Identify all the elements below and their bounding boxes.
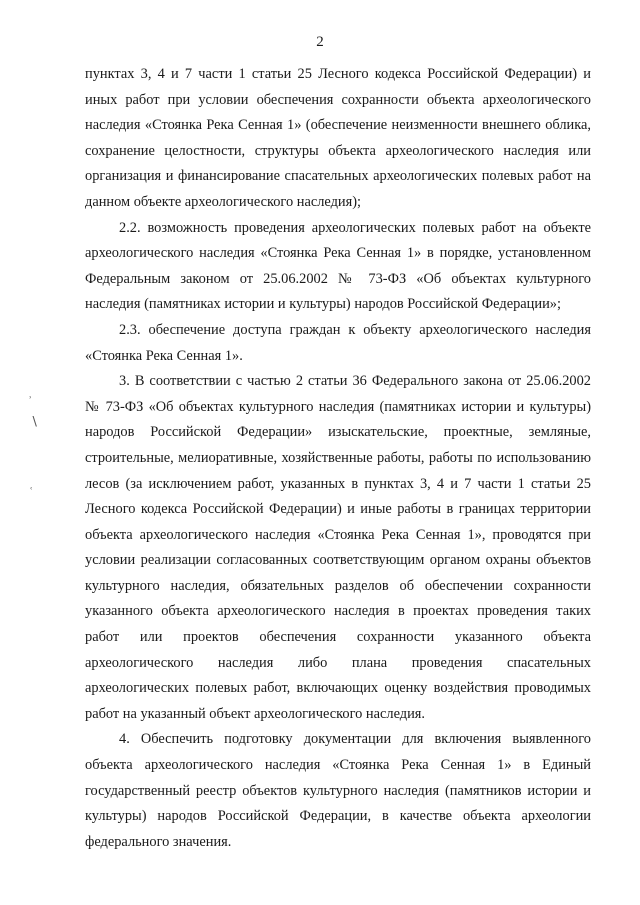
paragraph-item-2-2: 2.2. возможность проведения археологических полевых работ на объекте археологического наследия «Стоянка Река Сенная 1» в порядке, установленном Федеральным законом от 25.06.2002 № 73-ФЗ «Об объектах культурного наследия (памятниках истории и культуры) народов Российской Федерации»; xyxy=(85,219,591,313)
margin-mark-upper: ʾ xyxy=(28,393,33,408)
page-number: 2 xyxy=(316,34,324,50)
paragraph-item-3: 3. В соответствии с частью 2 статьи 36 Федерального закона от 25.06.2002 № 73-ФЗ «Об объектах культурного наследия (памятниках истории и культуры) народов Российской Федерации» изыскательские, проектные, земляные, строительные, мелиоративные, хозяйственные работы, работы по использованию лесов (за исключением работ, указанных в пунктах 3, 4 и 7 части 1 статьи 25 Лесного кодекса Российской Федерации) и иные работы в границах территории объекта археологического наследия «Стоянка Река Сенная 1», проводятся при условии реализации согласованных соответствующим органом охраны объектов культурного наследия, обязательных разделов об обеспечении сохранности указанного объекта археологического наследия в проектах проведения таких работ или проектов обеспечения сохранности указанного объекта археологического наследия либо плана проведения спасательных археологических полевых работ, включающих оценку воздействия проводимых работ на указанный объект археологического наследия. xyxy=(85,373,591,722)
margin-mark-lower: ʿ xyxy=(29,484,34,499)
margin-mark-middle: ∖ xyxy=(30,414,39,429)
document-body xyxy=(85,62,591,855)
paragraph-continuation: пунктах 3, 4 и 7 части 1 статьи 25 Лесного кодекса Российской Федерации) и иных работ при условии обеспечения сохранности объекта археологического наследия «Стоянка Река Сенная 1» (обеспечение неизменности внешнего облика, сохранение целостности, структуры объекта археологического наследия или организация и финансирование спасательных археологических полевых работ на данном объекте археологического наследия); xyxy=(85,66,591,210)
paragraph-item-2-3: 2.3. обеспечение доступа граждан к объекту археологического наследия «Стоянка Река Сенная 1». xyxy=(85,321,591,364)
paragraph-item-4: 4. Обеспечить подготовку документации для включения выявленного объекта археологического наследия «Стоянка Река Сенная 1» в Единый государственный реестр объектов культурного наследия (памятников истории и культуры) народов Российской Федерации, в качестве объекта археологии федерального значения. xyxy=(85,731,591,850)
